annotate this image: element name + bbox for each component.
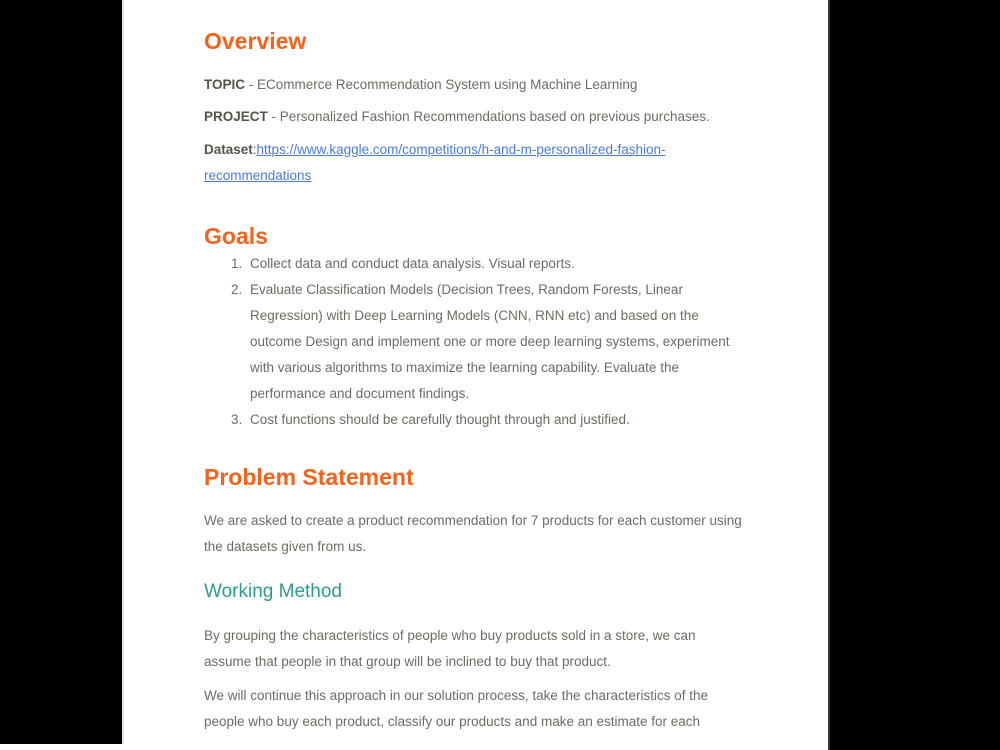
working-method-paragraph-2: We will continue this approach in our solution process, take the characteristics of the people who buy each product, classify our products and make an estimate for each <box>204 688 709 729</box>
project-label: PROJECT <box>204 109 268 124</box>
working-method-heading: Working Method <box>204 581 342 602</box>
topic-paragraph <box>204 72 744 98</box>
document-content <box>204 0 744 735</box>
goals-list <box>204 251 744 433</box>
problem-statement-paragraph: We are asked to create a product recommendation for 7 products for each customer using the datasets given from us. <box>204 513 742 554</box>
overview-heading: Overview <box>204 28 307 54</box>
goals-list-item: 2. Evaluate Classification Models (Decision Trees, Random Forests, Linear Regression) with Deep Learning Models (CNN, RNN etc) and based on the outcome Design and implement one or more deep learning systems, experiment with various algorithms to maximize the learning capability. Evaluate the performance and document findings. <box>246 277 744 407</box>
goals-list-item: 3. Cost functions should be carefully thought through and justified. <box>246 407 744 433</box>
dataset-paragraph <box>204 137 744 189</box>
problem-statement-heading: Problem Statement <box>204 464 414 490</box>
right-letterbox-bar <box>828 0 1000 750</box>
kaggle-dataset-link[interactable]: https://www.kaggle.com/competitions/h-and-m-personalized-fashion-recommendations <box>204 142 666 183</box>
dataset-colon: : <box>252 142 257 157</box>
project-text: - Personalized Fashion Recommendations based on previous purchases. <box>267 109 710 124</box>
goals-list-item: 1. Collect data and conduct data analysis. Visual reports. <box>246 251 744 277</box>
goals-heading: Goals <box>204 223 268 249</box>
left-letterbox-bar <box>0 0 122 744</box>
working-method-paragraph-1: By grouping the characteristics of people who buy products sold in a store, we can assume that people in that group will be inclined to buy that product. <box>204 628 696 669</box>
dataset-label: Dataset <box>204 142 253 157</box>
document-page <box>124 0 828 750</box>
project-paragraph <box>204 104 744 130</box>
topic-text: - ECommerce Recommendation System using Machine Learning <box>245 77 638 92</box>
topic-label: TOPIC <box>204 77 246 92</box>
